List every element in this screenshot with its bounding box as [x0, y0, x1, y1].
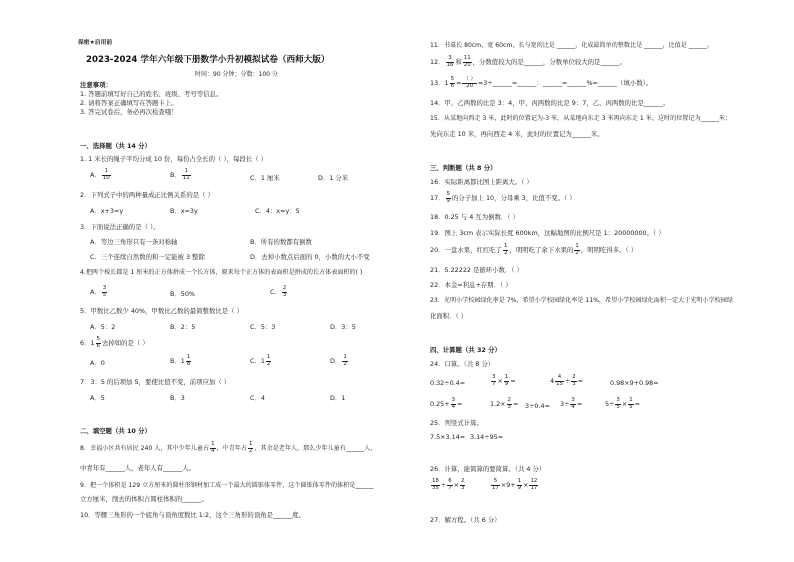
question-5: 5．甲数比乙数少 40%，甲数比乙数的最简整数比是（ ） [80, 307, 243, 315]
q5-option-a: A．5：2 [90, 323, 116, 331]
q1-option-c: C．1 厘米 [250, 174, 280, 182]
q7-option-b: B．3 [170, 394, 185, 402]
question-22: 22．本金=利息+存期．（ ） [430, 281, 512, 289]
question-4: 4.把两个棱长都是 1 厘米的正方体拼成一个长方体，原来每个正方体的表面积是拼成的长方体表面积的( ) [80, 269, 363, 276]
question-1: 1. 1 米长的绳子平均分成 10 份，每份占全长的（ ），每段长（ ） [80, 155, 268, 163]
oral-calc-1: 0.32÷0.4= [430, 379, 466, 387]
q7-option-a: A．5 [90, 394, 105, 402]
question-11: 11．书桌长 80cm，宽 60cm，长与宽的比是 ______，化成最简单的整数比是 ______，比值是 ______。 [430, 42, 714, 49]
secret-label: 保密★启用前 [78, 40, 113, 46]
section-fill-heading: 二、填空题（共 10 分） [80, 427, 151, 435]
q3-option-a: A．等边三角形只有一条对称轴 [90, 238, 178, 246]
question-8-continued: 中青年有______人，老年人有______人。 [80, 464, 196, 472]
q5-option-b: B．2：5 [170, 323, 196, 331]
q3-option-d: D．去掉小数点后面的 0，小数的大小不变 [250, 253, 370, 261]
section-judge-heading: 三、判断题（共 8 分） [430, 164, 497, 172]
q7-option-c: C．4 [250, 394, 265, 402]
question-3: 3．下面说法正确的是（ ）。 [80, 223, 160, 231]
question-26: 26．计算，能简算的要简算。（共 4 分） [430, 465, 546, 473]
notes-heading: 注意事项： [80, 81, 112, 89]
q4-option-b: B．50% [170, 290, 195, 298]
q5-option-d: D．3：5 [330, 323, 356, 331]
question-18: 18．0.25 与 4 互为倒数．（ ） [430, 213, 519, 221]
oral-calc-2: $\frac{3}{7}$ × $\frac{1}{9}$ = [492, 374, 516, 387]
oral-calc-6: 1.2× $\frac{2}{3}$ = [490, 397, 519, 410]
oral-calc-7: 3÷0.4= [525, 402, 550, 410]
question-25: 25．列竖式计算。 [430, 419, 483, 427]
q2-option-c: C．4：x=y：5 [255, 207, 300, 215]
question-6: 6．1 $\frac{5}{6}$ 去掉如的是（ ） [80, 336, 149, 349]
q6-option-c: C．1 $\frac{1}{2}$ [250, 354, 271, 367]
question-12: 12． $\frac{3}{16}$ 和 $\frac{11}{20}$ ，分数值较大的是______，分数单位较大的是______。 [430, 55, 627, 68]
oral-calc-3: 4 $\frac{4}{15}$ ÷ $\frac{2}{3}$ = [550, 374, 584, 387]
vertical-calc-2: 3.14÷95= [470, 433, 504, 441]
oral-calc-9: 5÷ $\frac{3}{5}$ × $\frac{1}{5}$ = [605, 397, 641, 410]
oral-calc-5: 0.25+ $\frac{3}{4}$ = [430, 397, 463, 410]
q1-option-b: B． $\frac{1}{11}$ [170, 168, 190, 181]
q2-option-b: B．x=3y [170, 207, 198, 215]
oral-calc-8: 3÷ $\frac{3}{4}$ = [560, 397, 583, 410]
question-17: 17． $\frac{5}{9}$ 的分子加上 10，分母乘 3，比值不变。（ ） [430, 191, 576, 204]
question-23: 23．光明小学校园绿化率是 7%，希望小学校园绿化率是 11%，希望小学校园绿化面积一定大于光明小学校园绿 [430, 297, 733, 304]
question-2: 2．下列式子中的两种量成正比例关系的是（ ） [80, 191, 214, 199]
question-15-continued: 先向东走 10 米，再向西走 4 米，此时的位置记为______米。 [430, 130, 604, 138]
q6-option-a: A．0 [90, 359, 105, 367]
simplify-expr-2: $\frac{5}{17}$ ×9+ $\frac{1}{9}$ × $\frac{12}{17}$ [492, 478, 538, 491]
exam-meta: 时间：90 分钟；分数：100 分 [195, 71, 278, 78]
question-13: 13．1 $\frac{5}{6}$ = $\frac{( )}{20}$ =3÷______=______：______=______%=______（填小数）。 [430, 76, 653, 89]
question-9-continued: 立方厘米，削去的体积占圆柱体积的______。 [80, 495, 208, 503]
q3-option-c: C．三个连续自然数的和一定能被 3 整除 [90, 253, 205, 261]
question-8: 8．幸福小区共有居民 240 人，其中少年儿童占 $\frac{1}{4}$ ，中青年占 $\frac{1}{2}$ ，其余是老年人，那么少年儿童有______人， [80, 441, 377, 454]
question-23-continued: 化面积．（ ） [430, 312, 468, 320]
oral-calc-4: 0.98×9+0.98= [610, 379, 659, 387]
q5-option-c: C．5：3 [250, 323, 276, 331]
question-9: 9．把一个体积是 129 立方厘米的圆柱形钢材加工成一个最大的圆锥体零件，这个圆锥体零件的体积是______ [80, 482, 374, 489]
question-15: 15．从某地向西走 3 米，此时的位置记为-3 米，从某地向东走 3 米再向东走 1 米，这时的位置记为______米； [430, 115, 732, 122]
note-item: 1. 答题前填写好自己的姓名、班级、考号等信息。 [80, 90, 223, 98]
q7-option-d: D．1 [330, 394, 346, 402]
note-item: 2. 请将答案正确填写在答题卡上。 [80, 99, 178, 107]
question-21: 21．5.22222 是循环小数．（ ） [430, 266, 523, 274]
section-choice-heading: 一、选择题（共 14 分） [80, 142, 151, 150]
question-14: 14．甲、乙两数的比是 3：4，甲、丙两数的比是 9：7，乙、丙两数的比是______。 [430, 99, 670, 107]
q4-option-a: A． $\frac{3}{5}$ [90, 285, 107, 298]
question-19: 19．图上 3cm 表示实际长度 600km，这幅地图的比例尺是 1：20000000。（ ） [430, 229, 665, 237]
q6-option-b: B．1 $\frac{1}{8}$ [170, 354, 191, 367]
question-16: 16．实际距离都比图上距离大。（ ） [430, 178, 533, 186]
question-10: 10．等腰三角形的一个底角与顶角度数比 1:2，这个三角形的顶角是______度。 [80, 511, 305, 519]
question-24: 24．口算。（共 8 分） [430, 360, 495, 368]
question-27: 27．解方程。（共 6 分） [430, 516, 501, 524]
simplify-expr-1: $\frac{18}{35}$ ÷ $\frac{6}{7}$ × $\frac{2}{3}$ [432, 478, 465, 491]
q4-option-c: C． $\frac{2}{3}$ [270, 285, 287, 298]
note-item: 3. 答完试卷后，务必再次检查哦！ [80, 108, 178, 116]
q3-option-b: B．所有的数都有倒数 [250, 238, 312, 246]
q2-option-a: A．x+3=y [90, 207, 124, 215]
question-7: 7．3：5 的后项加 5，要使比值不变，前项应加（ ） [80, 378, 231, 386]
vertical-calc-1: 7.5×3.14= [430, 433, 466, 441]
page-title: 2023-2024 学年六年级下册数学小升初模拟试卷（西师大版） [86, 55, 330, 65]
q6-option-d: D． $\frac{1}{2}$ [330, 354, 347, 367]
question-20: 20．一盘水果，红红吃了 $\frac{1}{2}$ ，明明吃了余下水果的 $\frac{1}{2}$ ，明明吃得多。（ ） [430, 243, 638, 256]
section-calc-heading: 四、计算题（共 32 分） [430, 346, 501, 354]
q1-option-d: D．1 分米 [318, 174, 349, 182]
q1-option-a: A． $\frac{1}{10}$ [90, 168, 110, 181]
